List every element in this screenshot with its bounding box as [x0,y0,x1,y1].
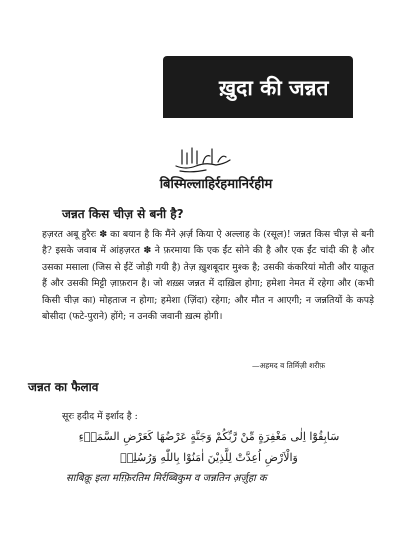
chapter-title-banner [163,56,353,118]
chapter-title: ख़ुदा की जन्नत [219,76,329,100]
surah-intro-line: सूरः हदीद में इर्शाद है : [62,411,138,422]
hadith-paragraph: हज़रत अबू हुरैरः ✽ का बयान है कि मैंने अ़र्ज़ किया ऐ अल्लाह के (रसूल)! जन्नत किस चीज़ से बनी है? इसके जवाब में आंहज़रत ✽ ने फ़रमाया कि एक ईंट सोने की है और एक ईंट चांदी की है और उसका मसाला (जिस से ईंटें जोड़ी गयी है) तेज़ ख़ुशबूदार मुश्क है; उसकी कंकरियां मोती और याक़ूत हैं और उसकी मिट्टी ज़ाफ़रान है। जो शख़्स जन्नत में दाख़िल होगा; हमेशा नेमत में रहेगा और (कभी किसी चीज़ का) मोहताज न होगा; हमेशा (ज़िंदा) रहेगा; और मौत न आएगी; न जन्नतियों के कपड़े बोसीदा (फटे-पुराने) होंगे; न उनकी जवानी ख़त्म होगी। [42,229,377,323]
transliteration-line: साबिक़ू इला मग़्फ़िरतिम मिर्रब्बिकुम व जन्नतिन अ़र्ज़ुहा क [66,473,267,484]
arabic-verse-line-2: وَالْاَرْضِ اُعِدَّتْ لِلَّذِيْنَ اٰمَنُوْا بِاللّٰهِ وَرُسُلِهٖ [120,451,298,464]
bismillah-calligraphy [172,142,234,174]
arabic-verse-line-1: سَابِقُوْٓا اِلٰى مَغْفِرَةٍ مِّنْ رَّبِّكُمْ وَجَنَّةٍ عَرْضُهَا كَعَرْضِ السَّمَاۗءِ [78,430,340,443]
bismillah-heading: बिस्मिल्लाहिर्रहमानिर्रहीम [159,177,273,192]
hadith-citation: —अहमद व तिर्मिज़ी शरीफ़ [252,361,326,370]
calligraphy-image [172,142,234,174]
section-heading-jannat-ka-phailav: जन्नत का फैलाव [28,380,99,394]
section-heading-jannat-kis-cheez: जन्नत किस चीज़ से बनी है? [62,207,184,221]
